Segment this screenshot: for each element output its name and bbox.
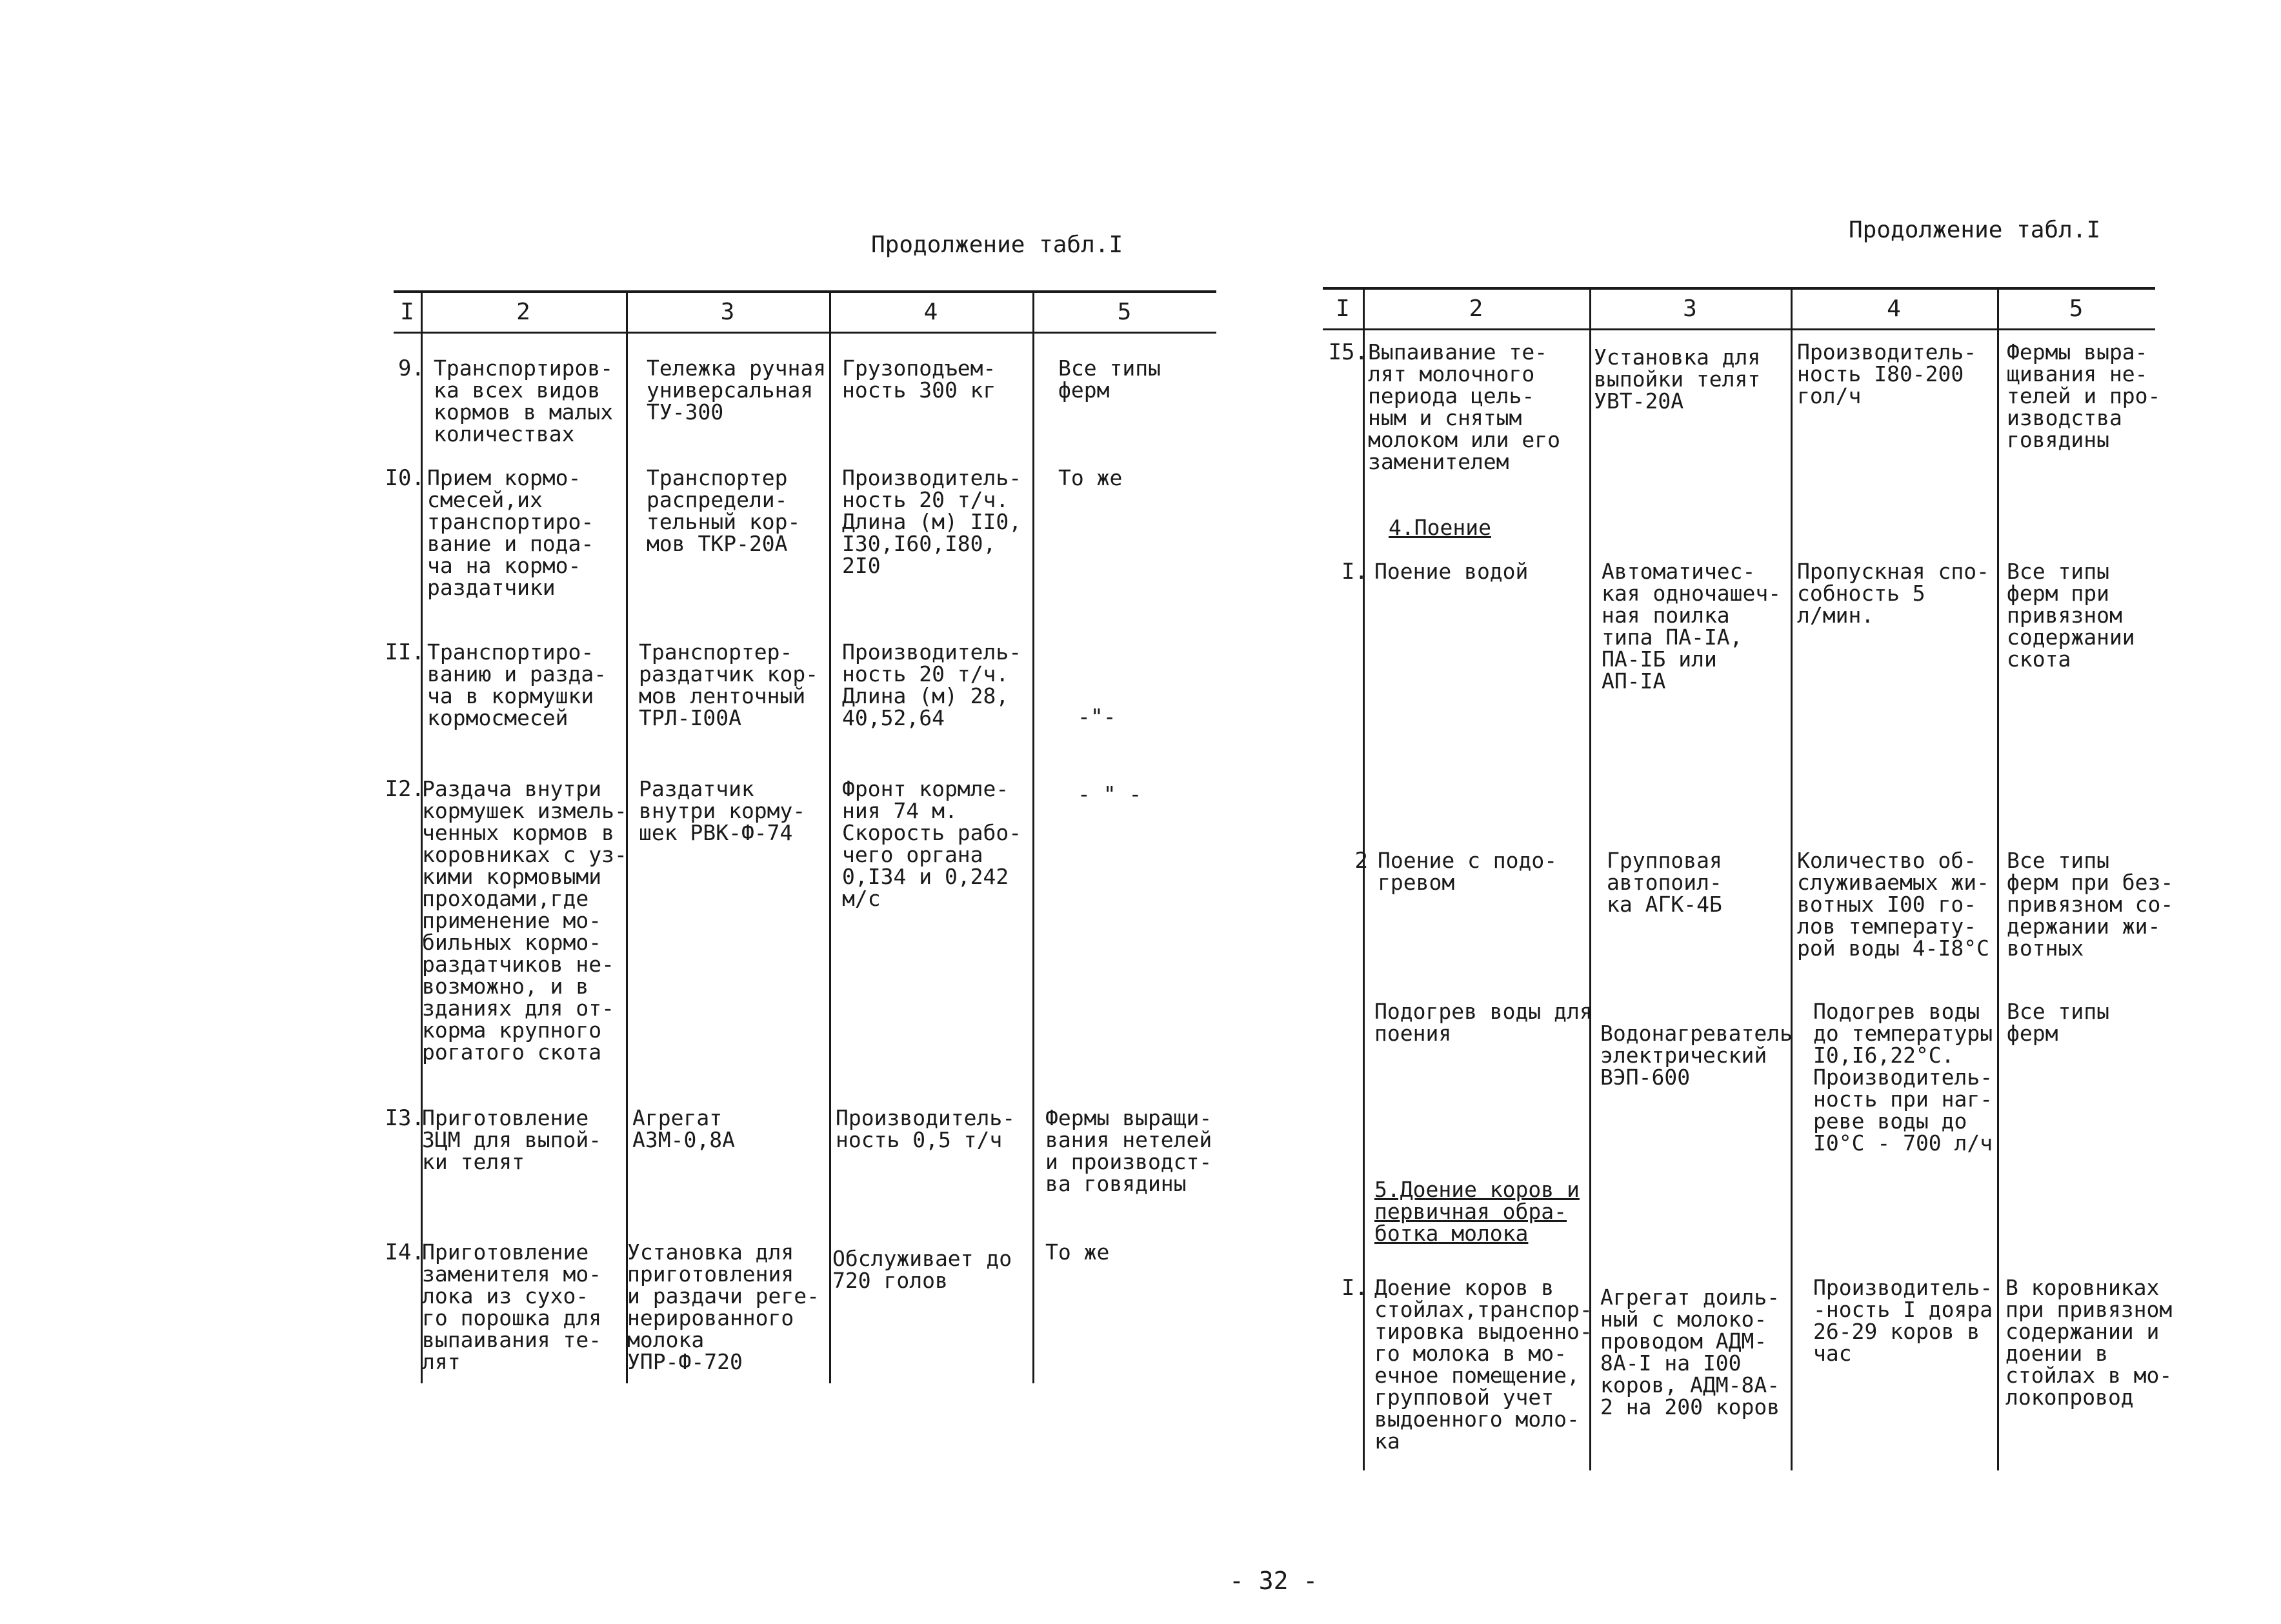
left-row-characteristic: Производитель- ность 0,5 т/ч [836, 1105, 1016, 1152]
right-row-machine: Групповая автопоил- ка АГК-4Б [1607, 848, 1722, 917]
left-row-machine: Установка для приготовления и раздачи реге- нерированного молока УПР-Ф-720 [627, 1239, 820, 1374]
right-caption: Продолжение табл.I [1849, 217, 2101, 243]
right-header-col3: 3 [1683, 296, 1697, 322]
right-row-machine: Агрегат доиль- ный с молоко- проводом АДМ- 8А-I на I00 коров, АДМ-8А- 2 на 200 коров [1600, 1285, 1780, 1419]
left-row-machine: Транспортер распредели- тельный кор- мов ТКР-20А [647, 465, 801, 556]
left-row-number: I3. [385, 1105, 425, 1131]
left-row-characteristic: Грузоподъем- ность 300 кг [842, 356, 996, 403]
right-row-number: I. [1341, 1275, 1368, 1301]
left-row-operation: Прием кормо- смесей,их транспортиро- вание и пода- ча на кормо- раздатчики [427, 465, 594, 600]
left-row-number: 9. [398, 356, 425, 381]
left-col-divider-4 [1032, 293, 1034, 1383]
right-header-col1: I [1336, 296, 1350, 322]
right-row-operation: Поение водой [1374, 559, 1529, 584]
left-row-machine: Транспортер- раздатчик кор- мов ленточный ТРЛ-I00А [639, 639, 819, 730]
left-row-operation: Приготовление заменителя мо- лока из сухо- го порошка для выпаивания те- лят [422, 1239, 602, 1374]
left-header-col3: 3 [720, 299, 735, 325]
left-row-application: -"- [1078, 704, 1116, 729]
right-row-application: Фермы выра- щивания не- телей и про- изводства говядины [2007, 339, 2161, 452]
right-row-application: Все типы ферм [2007, 999, 2109, 1046]
left-row-application: Все типы ферм [1058, 356, 1161, 403]
right-row-number: I. [1341, 559, 1368, 585]
section-heading-milking: 5.Доение коров и первичная обра- ботка молока [1374, 1177, 1580, 1246]
right-row-characteristic: Производитель- -ность I доярa 26-29 коров в час [1813, 1275, 1993, 1366]
right-row-operation: Подогрев воды для поения [1374, 999, 1593, 1046]
right-row-operation: Доение коров в стойлах,транспор- тировка выдоенно- го молока в мо- ечное помещение, групповой учет выдоенного моло- ка [1374, 1275, 1593, 1454]
right-row-application: В коровниках при привязном содержании и доении в стойлах в мо- локопровод [2005, 1275, 2173, 1410]
left-caption: Продолжение табл.I [871, 232, 1123, 258]
right-row-machine: Автоматичес- кая одночашеч- ная поилка типа ПА-IА, ПА-IБ или АП-IА [1602, 559, 1782, 694]
right-row-number: 2 [1354, 848, 1368, 874]
right-col-divider-2 [1589, 290, 1591, 1470]
right-row-application: Все типы ферм при привязном содержании скота [2007, 559, 2135, 672]
left-header-col1: I [400, 299, 414, 325]
left-table [385, 290, 1216, 1383]
right-row-characteristic: Пропускная спо- собность 5 л/мин. [1797, 559, 1990, 628]
right-row-machine: Установка для выпойки телят УВТ-20А [1594, 345, 1761, 414]
right-row-characteristic: Подогрев воды до температуры I0,I6,22°С. Производитель- ность при наг- реве воды до I0°С - 700 л/ч [1813, 999, 1993, 1156]
left-row-characteristic: Обслуживает до 720 голов [832, 1246, 1012, 1293]
left-row-number: I4. [385, 1239, 425, 1265]
left-header-col5: 5 [1117, 299, 1132, 325]
section-heading-watering: 4.Поение [1389, 515, 1491, 540]
left-row-operation: Транспортиро- ванию и разда- ча в кормушки кормосмесей [427, 639, 607, 730]
left-col-divider-2 [626, 293, 628, 1383]
page-number: - 32 - [1229, 1567, 1318, 1595]
right-header-col5: 5 [2069, 296, 2084, 322]
right-row-characteristic: Количество об- служиваемых жи- вотных I00 го- лов температу- рой воды 4-I8°С [1797, 848, 1990, 961]
left-row-number: II. [385, 639, 425, 665]
left-row-machine: Агрегат АЗМ-0,8А [632, 1105, 735, 1152]
right-col-divider-3 [1791, 290, 1793, 1470]
left-col-divider-3 [829, 293, 831, 1383]
right-row-operation: Поение с подо- гревом [1378, 848, 1558, 895]
left-row-application: Фермы выращи- вания нетелей и производст- ва говядины [1045, 1105, 1212, 1196]
right-col-divider-4 [1997, 290, 1999, 1470]
left-row-operation: Транспортиров- ка всех видов кормов в малых количествах [434, 356, 614, 446]
left-row-number: I0. [385, 465, 425, 491]
right-header-col2: 2 [1469, 296, 1483, 322]
right-row-machine: Водонагреватель электрический ВЭП-600 [1600, 1021, 1793, 1090]
right-table [1323, 287, 2174, 1470]
right-row-application: Все типы ферм при без- привязном со- держании жи- вотных [2007, 848, 2174, 961]
left-row-number: I2. [385, 776, 425, 802]
left-row-machine: Раздатчик внутри корму- шек РВК-Ф-74 [639, 776, 806, 845]
left-header-col2: 2 [516, 299, 530, 325]
left-row-application: - " - [1078, 781, 1142, 807]
left-header-col4: 4 [923, 299, 938, 325]
left-row-machine: Тележка ручная универсальная ТУ-300 [647, 356, 827, 425]
left-row-application: То же [1058, 465, 1123, 490]
left-row-characteristic: Производитель- ность 20 т/ч. Длина (м) II0, I30,I60,I80, 2I0 [842, 465, 1022, 578]
right-header-col4: 4 [1887, 296, 1901, 322]
left-row-characteristic: Фронт кормле- ния 74 м. Скорость рабо- чего органа 0,I34 и 0,242 м/с [842, 776, 1022, 911]
right-row-number: I5. [1328, 339, 1368, 365]
right-row-characteristic: Производитель- ность I80-200 гол/ч [1797, 339, 1977, 408]
left-row-application: То же [1045, 1239, 1110, 1265]
left-row-operation: Раздача внутри кормушек измель- ченных кормов в коровниках с уз- кими кормовыми проходами,где применение мо- бильных кормо- раздатчиков не- возможно, и в зданиях для от- корма крупного рогатого скота [422, 776, 627, 1065]
right-row-operation: Выпаивание те- лят молочного периода цель- ным и снятым молоком или его заменителем [1368, 339, 1561, 474]
left-row-characteristic: Производитель- ность 20 т/ч. Длина (м) 28, 40,52,64 [842, 639, 1022, 730]
left-row-operation: Приготовление ЗЦМ для выпой- ки телят [422, 1105, 602, 1174]
